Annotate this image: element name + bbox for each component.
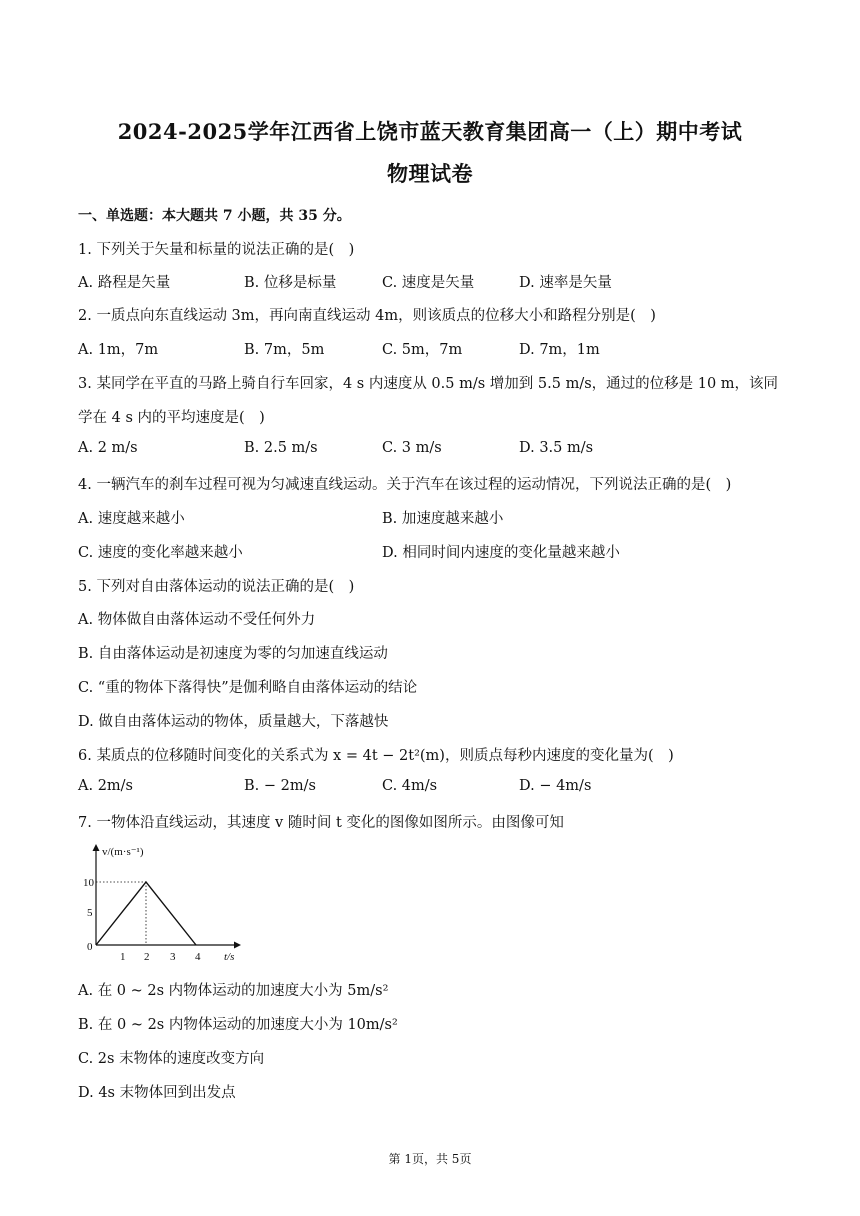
x-tick-1: 1 — [120, 951, 126, 963]
x-tick-3: 3 — [170, 951, 176, 963]
q6-option-d: D. − 4m/s — [519, 778, 592, 794]
t-axis-label: t/s — [224, 951, 235, 963]
q6-option-b: B. − 2m/s — [244, 778, 316, 794]
q2-option-a: A. 1m，7m — [78, 342, 159, 358]
q3-option-b: B. 2.5 m/s — [244, 440, 318, 456]
page-footer: 第 1页，共 5页 — [388, 1152, 472, 1166]
question-3-stem-line2: 学在 4 s 内的平均速度是( ) — [78, 410, 265, 426]
q4-option-d: D. 相同时间内速度的变化量越来越小 — [382, 545, 620, 561]
q3-option-a: A. 2 m/s — [78, 440, 138, 456]
q6-option-a: A. 2m/s — [78, 778, 133, 794]
q5-option-a: A. 物体做自由落体运动不受任何外力 — [78, 612, 316, 628]
t-axis-arrow — [234, 942, 241, 949]
exam-subtitle: 物理试卷 — [387, 161, 473, 186]
q6-option-c: C. 4m/s — [382, 778, 438, 794]
q4-option-c: C. 速度的变化率越来越小 — [78, 545, 243, 561]
velocity-time-graph — [82, 842, 242, 964]
q2-option-b: B. 7m，5m — [244, 342, 325, 358]
question-6-stem: 6. 某质点的位移随时间变化的关系式为 x = 4t − 2t²(m)，则质点每秒内速度的变化量为( ) — [78, 748, 674, 764]
q7-option-b: B. 在 0 ~ 2s 内物体运动的加速度大小为 10m/s² — [78, 1017, 398, 1033]
q2-option-d: D. 7m，1m — [519, 342, 600, 358]
q5-option-c: C. “重的物体下落得快”是伽利略自由落体运动的结论 — [78, 680, 418, 696]
y-tick-10: 10 — [83, 877, 94, 889]
q1-option-a: A. 路程是矢量 — [78, 275, 171, 291]
question-5-stem: 5. 下列对自由落体运动的说法正确的是( ) — [78, 579, 355, 595]
q1-option-c: C. 速度是矢量 — [382, 275, 475, 291]
q1-option-d: D. 速率是矢量 — [519, 275, 612, 291]
question-7-stem: 7. 一物体沿直线运动，其速度 v 随时间 t 变化的图像如图所示。由图像可知 — [78, 815, 564, 831]
y-tick-5: 5 — [87, 907, 93, 919]
q5-option-b: B. 自由落体运动是初速度为零的匀加速直线运动 — [78, 646, 388, 662]
section-heading: 一、单选题：本大题共 7 小题，共 35 分。 — [78, 208, 351, 224]
q2-option-c: C. 5m，7m — [382, 342, 463, 358]
q7-option-d: D. 4s 末物体回到出发点 — [78, 1085, 236, 1101]
q4-option-b: B. 加速度越来越小 — [382, 511, 504, 527]
q4-option-a: A. 速度越来越小 — [78, 511, 185, 527]
q5-option-d: D. 做自由落体运动的物体，质量越大，下落越快 — [78, 714, 389, 730]
x-tick-2: 2 — [144, 951, 150, 963]
v-axis-arrow — [93, 844, 100, 851]
y-tick-0: 0 — [87, 941, 93, 953]
q3-option-d: D. 3.5 m/s — [519, 440, 594, 456]
question-3-stem-line1: 3. 某同学在平直的马路上骑自行车回家，4 s 内速度从 0.5 m/s 增加到 5.5 m/s，通过的位移是 10 m，该同 — [78, 376, 779, 392]
question-4-stem: 4. 一辆汽车的刹车过程可视为匀减速直线运动。关于汽车在该过程的运动情况，下列说法正确的是( ) — [78, 477, 732, 493]
q1-option-b: B. 位移是标量 — [244, 275, 337, 291]
question-2-stem: 2. 一质点向东直线运动 3m，再向南直线运动 4m，则该质点的位移大小和路程分别是( ) — [78, 308, 656, 324]
q7-option-c: C. 2s 末物体的速度改变方向 — [78, 1051, 265, 1067]
exam-title: 2024-2025学年江西省上饶市蓝天教育集团高一（上）期中考试 — [117, 119, 743, 144]
q7-option-a: A. 在 0 ~ 2s 内物体运动的加速度大小为 5m/s² — [78, 983, 389, 999]
question-1-stem: 1. 下列关于矢量和标量的说法正确的是( ) — [78, 242, 355, 258]
q3-option-c: C. 3 m/s — [382, 440, 442, 456]
x-tick-4: 4 — [195, 951, 201, 963]
v-axis-label: v/(m·s⁻¹) — [102, 846, 144, 858]
